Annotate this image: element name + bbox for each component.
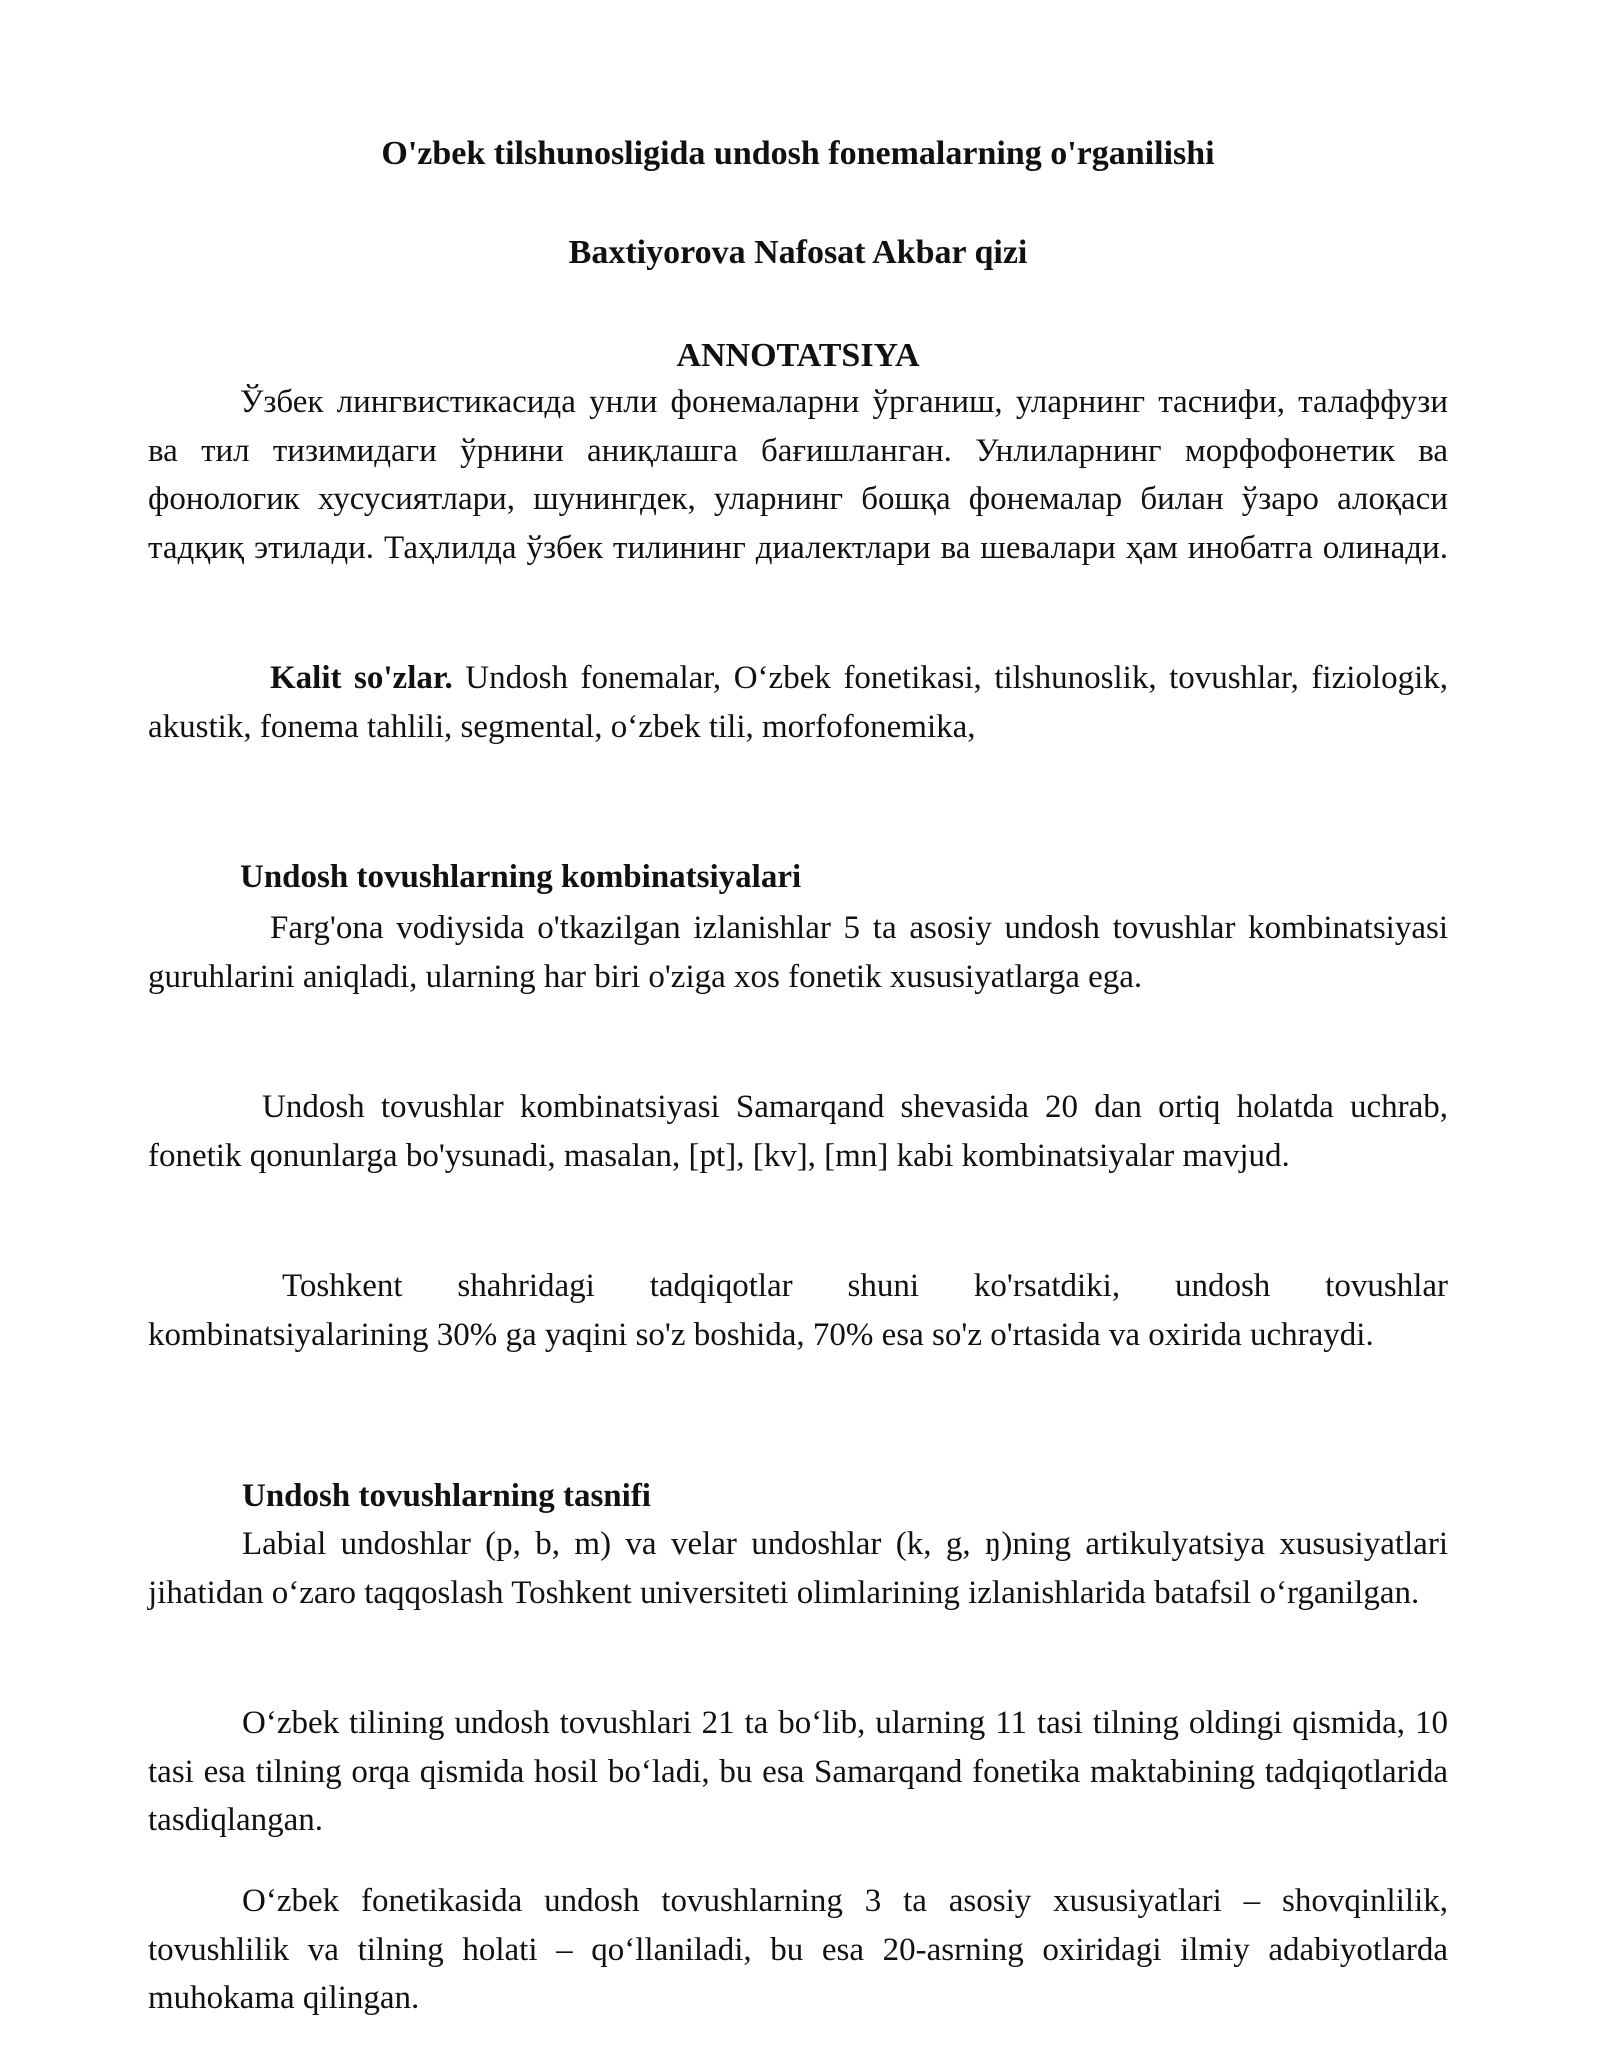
abstract-text: Ўзбек лингвистикасида унли фонемаларни ўрганиш, уларнинг таснифи, талаффузи ва тил тизимидаги ўрнини аниқлашга бағишланган. Унлиларнинг морфофонетик ва фонологик хусусиятлари, шунингдек, уларнинг бошқа фонемалар билан ўзаро алоқаси тадқиқ этилади. Таҳлилда ўзбек тилининг диалектлари ва шевалари ҳам инобатга олинади. <box>148 384 1448 566</box>
paragraph-consonant-count: O‘zbek tilining undosh tovushlari 21 ta bo‘lib, ularning 11 tasi tilning oldingi qismida, 10 tasi esa tilning orqa qismida hosil bo‘ladi, bu esa Samarqand fonetika maktabining tadqiqotlarida tasdiqlangan. <box>148 1705 1448 1838</box>
section-heading-classification: Undosh tovushlarning tasnifi <box>242 1478 651 1514</box>
keywords-list: Undosh fonemalar, O‘zbek fonetikasi, tilshunoslik, tovushlar, fiziologik, akustik, fonema tahlili, segmental, o‘zbek tili, morfofonemika, <box>148 660 1448 745</box>
paragraph-labial-velar: Labial undoshlar (p, b, m) va velar undoshlar (k, g, ŋ)ning artikulyatsiya xususiyatlari jihatidan o‘zaro taqqoslash Toshkent universiteti olimlarining izlanishlarida batafsil o‘rganilgan. <box>148 1526 1448 1611</box>
abstract-heading: ANNOTATSIYA <box>676 337 920 374</box>
paragraph-samarkand: Undosh tovushlar kombinatsiyasi Samarqand shevasida 20 dan ortiq holatda uchrab, fonetik qonunlarga bo'ysunadi, masalan, [pt], [kv], [mn] kabi kombinatsiyalar mavjud. <box>148 1089 1448 1174</box>
paper-title: O'zbek tilshunosligida undosh fonemalarning o'rganilishi <box>381 135 1215 172</box>
paragraph-features: O‘zbek fonetikasida undosh tovushlarning 3 ta asosiy xususiyatlari – shovqinlilik, tovushlilik va tilning holati – qo‘llaniladi, bu esa 20-asrning oxiridagi ilmiy adabiyotlarda muhokama qilingan. <box>148 1883 1448 2016</box>
paragraph-fergana: Farg'ona vodiysida o'tkazilgan izlanishlar 5 ta asosiy undosh tovushlar kombinatsiyasi guruhlarini aniqladi, ularning har biri o'ziga xos fonetik xususiyatlarga ega. <box>148 910 1448 995</box>
paragraph-tashkent: Toshkent shahridagi tadqiqotlar shuni ko'rsatdiki, undosh tovushlar kombinatsiyalarining 30% ga yaqini so'z boshida, 70% esa so'z o'rtasida va oxirida uchraydi. <box>148 1268 1448 1353</box>
keywords-paragraph <box>148 654 1448 751</box>
author-name: Baxtiyorova Nafosat Akbar qizi <box>568 234 1028 271</box>
keywords-label: Kalit so'zlar. <box>270 660 453 696</box>
section-heading-combinations: Undosh tovushlarning kombinatsiyalari <box>240 859 802 895</box>
